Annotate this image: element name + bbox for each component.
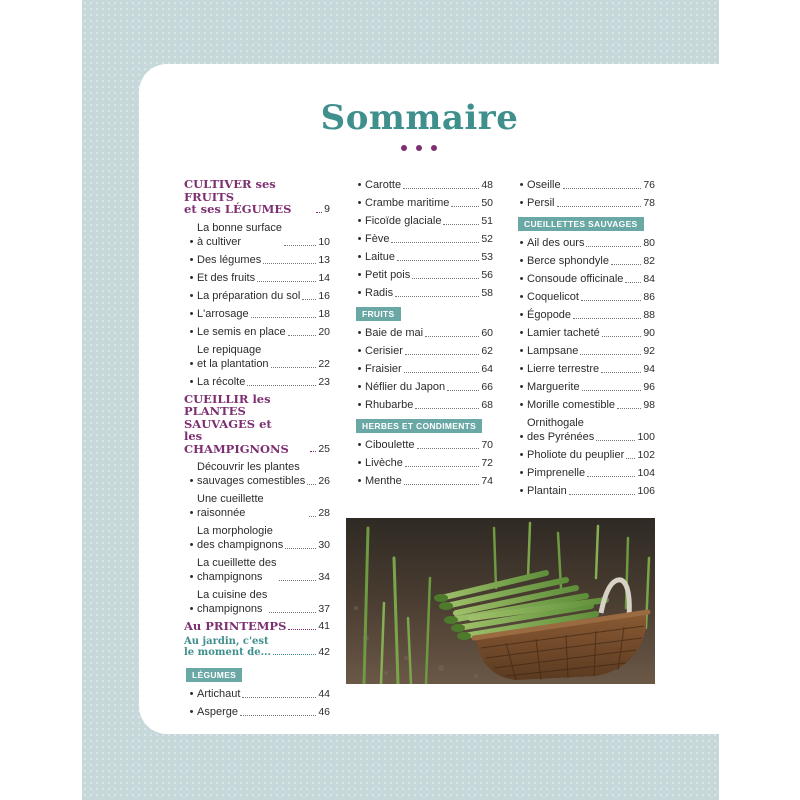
toc-entry-page: 26 [318,475,330,487]
toc-entry-page: 30 [318,539,330,551]
toc-entry[interactable] [184,588,330,616]
toc-entry[interactable] [184,221,330,249]
toc-entry-page: 48 [481,179,493,191]
bullet: • [357,439,362,451]
dot-leader [391,242,479,243]
toc-column-1 [184,178,330,723]
bullet: • [357,179,362,191]
toc-entry-page: 34 [318,571,330,583]
toc-entry-page: 92 [643,345,655,357]
dot-leader [288,335,317,336]
toc-list-herbes [354,438,493,488]
toc-entry[interactable] [354,250,493,264]
toc-entry[interactable] [516,362,655,376]
dot-leader [580,354,641,355]
bullet: • [357,381,362,393]
bullet: • [519,197,524,209]
toc-section-printemps[interactable]: Au PRINTEMPS 41 [184,619,330,633]
toc-entry-page: 82 [643,255,655,267]
toc-list-legumes [184,687,330,719]
bullet: • [357,233,362,245]
dot-leader [586,246,641,247]
dot-leader [573,318,641,319]
bullet: • [357,363,362,375]
toc-entry-label: Égopode [527,309,572,321]
toc-entry[interactable] [184,289,330,303]
bullet: • [189,603,194,615]
bullet: • [357,457,362,469]
toc-entry-label: Lamier tacheté [527,327,600,339]
toc-entry[interactable] [354,344,493,358]
toc-entry-label: Le semis en place [197,325,286,338]
toc-entry[interactable] [516,398,655,412]
dot-leader [626,458,635,459]
category-tag-herbes: HERBES ET CONDIMENTS [356,419,482,433]
toc-entry-label: Carotte [365,179,402,191]
dot-leader [611,264,641,265]
toc-entry-label: Des légumes [197,253,262,266]
toc-entry[interactable] [516,236,655,250]
bullet: • [519,467,524,479]
toc-entry-label: Livèche [365,457,403,469]
bullet: • [189,539,194,551]
dot-leader [251,317,317,318]
toc-entry-page: 66 [481,381,493,393]
toc-entry[interactable] [184,375,330,389]
toc-entry-page: 80 [643,237,655,249]
toc-entry-label: Cerisier [365,345,403,357]
dot-leader [284,245,316,246]
dot-leader [569,494,636,495]
toc-entry-page: 52 [481,233,493,245]
toc-entry-label: Laitue [365,251,395,263]
toc-entry-page: 60 [481,327,493,339]
toc-list-herbes-cont [516,178,655,210]
toc-entry-label: Plantain [527,485,567,497]
toc-entry[interactable] [516,290,655,304]
bullet: • [357,269,362,281]
toc-entry-label: Petit pois [365,269,411,281]
toc-entry-page: 23 [318,375,330,388]
dot-leader [403,188,479,189]
toc-entry-page: 20 [318,325,330,338]
toc-entry[interactable] [516,380,655,394]
toc-entry-page: 51 [481,215,493,227]
dot-leader [601,372,641,373]
dot-leader [587,476,635,477]
toc-entry-label: Crambe maritime [365,197,450,209]
toc-entry-label: Néflier du Japon [365,381,446,393]
dot-leader [263,263,316,264]
bullet: • [519,255,524,267]
toc-list-legumes-cont [354,178,493,300]
toc-entry-label: Marguerite [527,381,580,393]
bullet: • [519,449,524,461]
dot-leader [412,278,479,279]
toc-entry-page: 74 [481,475,493,487]
toc-entry-label: Le repiquage et la plantation [197,343,269,370]
toc-entry[interactable] [184,492,330,520]
toc-entry[interactable] [354,326,493,340]
bullet: • [357,251,362,263]
dot-leader [447,390,479,391]
dot-leader [404,372,480,373]
dot-leader [309,516,316,517]
toc-entry[interactable] [184,687,330,701]
dot-leader [425,336,479,337]
toc-column-2 [354,178,493,492]
toc-list-cueillir [184,460,330,616]
toc-entry-page: 70 [481,439,493,451]
toc-entry-label: Lampsane [527,345,579,357]
toc-entry-label: La cueillette des champignons [197,557,277,583]
dot-leader [288,629,316,630]
toc-entry-label: Baie de mai [365,327,424,339]
toc-section-cultiver[interactable]: CULTIVER ses FRUITS et ses LÉGUMES 9 [184,177,330,216]
dot-leader [451,206,479,207]
toc-entry-label: La récolte [197,375,246,388]
dot-leader [405,466,479,467]
toc-entry-page: 96 [643,381,655,393]
dot-leader [415,408,479,409]
title-dots-ornament [401,145,437,151]
toc-entry-page: 10 [318,235,330,248]
toc-entry-label: Morille comestible [527,399,616,411]
toc-entry-label: Radis [365,287,394,299]
toc-entry-page: 13 [318,253,330,266]
toc-entry[interactable] [354,398,493,412]
toc-entry-label: Ciboulette [365,439,415,451]
toc-entry[interactable] [516,254,655,268]
toc-entry-page: 90 [643,327,655,339]
dot-leader [563,188,642,189]
toc-entry-label: Berce sphondyle [527,255,609,267]
toc-entry[interactable] [516,448,655,462]
toc-entry-page: 88 [643,309,655,321]
toc-entry[interactable] [516,416,655,444]
toc-entry-label: Pimprenelle [527,467,586,479]
toc-entry-label: Persil [527,197,555,209]
bullet: • [357,197,362,209]
bullet: • [189,235,194,248]
bullet: • [519,327,524,339]
toc-entry[interactable] [354,438,493,452]
toc-entry[interactable] [354,268,493,282]
toc-column-3 [516,178,655,502]
toc-entry[interactable] [516,178,655,192]
bullet: • [519,431,524,443]
toc-entry-label: La préparation du sol [197,289,301,302]
bullet: • [189,253,194,266]
dot-leader [285,548,316,549]
category-tag-legumes: LÉGUMES [186,668,242,682]
dot-leader [617,408,641,409]
dot-leader [581,300,641,301]
toc-entry-page: 14 [318,271,330,284]
toc-entry[interactable] [184,325,330,339]
toc-entry-label: Menthe [365,475,402,487]
dot-leader [316,212,322,213]
bullet: • [519,273,524,285]
toc-entry-page: 22 [318,357,330,370]
toc-entry[interactable] [516,272,655,286]
toc-list-fruits [354,326,493,412]
toc-entry-label: La bonne surface à cultiver [197,221,283,248]
dot-leader [257,281,316,282]
bullet: • [519,237,524,249]
toc-entry[interactable] [184,556,330,584]
dot-leader [625,282,641,283]
bullet: • [519,179,524,191]
toc-entry-page: 44 [318,687,330,700]
toc-entry-label: Ail des ours [527,237,585,249]
toc-entry-page: 28 [318,507,330,519]
bullet: • [519,363,524,375]
toc-entry[interactable] [516,484,655,498]
bullet: • [189,289,194,302]
bullet: • [357,287,362,299]
toc-entry-label: Consoude officinale [527,273,624,285]
toc-entry-page: 68 [481,399,493,411]
toc-entry-label: Et des fruits [197,271,256,284]
toc-entry[interactable] [184,524,330,552]
toc-entry-label: La cuisine des champignons [197,589,268,615]
dot-leader [302,299,316,300]
toc-entry-label: Ornithogale des Pyrénées [527,417,595,443]
bullet: • [189,271,194,284]
toc-entry-page: 58 [481,287,493,299]
toc-entry-page: 102 [637,449,655,461]
toc-entry-label: Asperge [197,705,238,718]
toc-entry[interactable] [516,344,655,358]
toc-entry-page: 78 [643,197,655,209]
dot-leader [405,354,479,355]
toc-entry-page: 98 [643,399,655,411]
toc-entry[interactable] [354,474,493,488]
bullet: • [189,687,194,700]
dot-leader [596,440,635,441]
dot-leader [307,484,316,485]
dot-leader [310,451,316,452]
toc-subsection-au-jardin[interactable]: Au jardin, c'est le moment de... 42 [184,635,330,658]
toc-entry-page: 46 [318,705,330,718]
toc-entry-label: Une cueillette raisonnée [197,493,264,519]
toc-entry[interactable] [516,308,655,322]
toc-entry[interactable] [354,456,493,470]
toc-entry-page: 64 [481,363,493,375]
bullet: • [189,571,194,583]
toc-entry-page: 94 [643,363,655,375]
toc-entry[interactable] [184,271,330,285]
bullet: • [357,327,362,339]
bullet: • [189,705,194,718]
toc-list-cultiver [184,221,330,389]
dot-leader [404,484,480,485]
bullet: • [189,325,194,338]
toc-entry[interactable] [516,196,655,210]
dot-leader [602,336,642,337]
bullet: • [519,485,524,497]
toc-entry[interactable] [354,214,493,228]
bullet: • [519,345,524,357]
toc-entry-page: 37 [318,603,330,615]
bullet: • [519,399,524,411]
toc-entry[interactable] [184,253,330,267]
toc-entry-page: 76 [643,179,655,191]
toc-entry-label: Lierre terrestre [527,363,600,375]
bullet: • [189,507,194,519]
dot-leader [557,206,642,207]
toc-entry-label: La morphologie des champignons [197,525,284,551]
toc-entry[interactable] [184,307,330,321]
dot-leader [397,260,479,261]
toc-entry-page: 50 [481,197,493,209]
dot-leader [417,448,480,449]
toc-entry-label: Artichaut [197,687,241,700]
dot-leader [582,390,642,391]
toc-entry[interactable] [354,286,493,300]
dot-leader [240,715,316,716]
bullet: • [189,475,194,487]
toc-entry[interactable] [184,343,330,371]
toc-entry-label: Fève [365,233,390,245]
toc-entry-page: 62 [481,345,493,357]
toc-entry[interactable] [516,466,655,480]
toc-entry-page: 53 [481,251,493,263]
toc-entry-page: 16 [318,289,330,302]
bullet: • [519,381,524,393]
asparagus-basket-photo [346,518,655,684]
toc-entry-label: Coquelicot [527,291,579,303]
toc-entry[interactable] [354,196,493,210]
toc-entry-page: 18 [318,307,330,320]
toc-entry[interactable] [354,232,493,246]
toc-entry-label: Pholiote du peuplier [527,449,625,461]
bullet: • [189,307,194,320]
bullet: • [519,291,524,303]
bullet: • [357,399,362,411]
bullet: • [189,357,194,370]
toc-entry-label: L'arrosage [197,307,249,320]
dot-leader [279,580,317,581]
toc-entry-label: Rhubarbe [365,399,414,411]
dot-leader [443,224,479,225]
bullet: • [357,475,362,487]
dot-leader [269,612,316,613]
bullet: • [357,215,362,227]
toc-entry[interactable] [354,362,493,376]
dot-leader [242,697,316,698]
page-title: Sommaire [320,98,519,138]
bullet: • [519,309,524,321]
dot-leader [273,654,316,655]
toc-entry-label: Fraisier [365,363,402,375]
category-tag-fruits: FRUITS [356,307,401,321]
bullet: • [357,345,362,357]
toc-entry[interactable] [184,460,330,488]
toc-entry[interactable] [516,326,655,340]
dot-leader [247,385,316,386]
toc-entry[interactable] [184,705,330,719]
toc-entry[interactable] [354,380,493,394]
toc-section-cueillir[interactable]: CUEILLIR les PLANTES SAUVAGES et les CHAMPIGNONS 25 [184,391,330,456]
toc-entry-label: Découvrir les plantes sauvages comestibles [197,461,306,487]
toc-entry-page: 100 [637,431,655,443]
toc-entry[interactable] [354,178,493,192]
dot-leader [395,296,479,297]
category-tag-cueillettes: CUEILLETTES SAUVAGES [518,217,644,231]
toc-entry-page: 56 [481,269,493,281]
toc-list-cueillettes [516,236,655,498]
toc-entry-label: Oseille [527,179,561,191]
toc-entry-label: Ficoïde glaciale [365,215,442,227]
toc-entry-page: 106 [637,485,655,497]
bullet: • [189,375,194,388]
toc-entry-page: 72 [481,457,493,469]
toc-entry-page: 84 [643,273,655,285]
toc-entry-page: 86 [643,291,655,303]
toc-entry-page: 104 [637,467,655,479]
dot-leader [271,367,317,368]
